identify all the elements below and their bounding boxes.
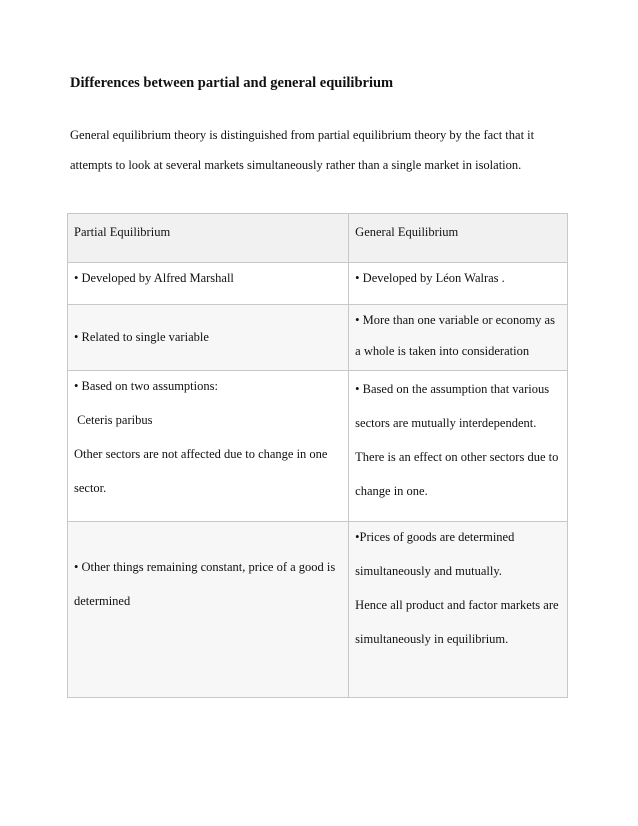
cell-text: • Based on two assumptions: xyxy=(74,379,218,393)
cell-text: simultaneously and mutually. xyxy=(355,564,502,578)
header-general xyxy=(349,214,568,263)
cell-text: • Developed by Alfred Marshall xyxy=(74,271,234,285)
table-row xyxy=(68,371,568,522)
cell-general xyxy=(349,371,568,522)
cell-text: determined xyxy=(74,594,131,608)
cell-partial xyxy=(68,305,349,371)
intro-paragraph xyxy=(70,120,570,180)
cell-text: change in one. xyxy=(355,484,428,498)
intro-line: attempts to look at several markets simultaneously rather than a single market in isolation. xyxy=(70,158,522,172)
header-partial-label: Partial Equilibrium xyxy=(74,225,171,239)
header-partial xyxy=(68,214,349,263)
page-title: Differences between partial and general equilibrium xyxy=(70,75,394,91)
cell-text: There is an effect on other sectors due to xyxy=(355,450,559,464)
cell-text: • More than one variable or economy as xyxy=(355,313,555,327)
table-row xyxy=(68,305,568,371)
cell-partial xyxy=(68,371,349,522)
cell-text: sector. xyxy=(74,481,107,495)
cell-partial xyxy=(68,263,349,305)
cell-partial xyxy=(68,522,349,698)
table-row xyxy=(68,522,568,698)
cell-general xyxy=(349,305,568,371)
header-general-label: General Equilibrium xyxy=(355,225,459,239)
cell-general xyxy=(349,522,568,698)
cell-text: • Based on the assumption that various xyxy=(355,382,550,396)
table-header-row xyxy=(68,214,568,263)
intro-line: General equilibrium theory is distinguished from partial equilibrium theory by the fact that it xyxy=(70,128,535,142)
cell-text: • Other things remaining constant, price of a good is xyxy=(74,560,336,574)
cell-text: simultaneously in equilibrium. xyxy=(355,632,509,646)
cell-text: • Developed by Léon Walras . xyxy=(355,271,505,285)
cell-text: •Prices of goods are determined xyxy=(355,530,515,544)
cell-text: Other sectors are not affected due to change in one xyxy=(74,447,328,461)
cell-text: Ceteris paribus xyxy=(74,413,153,427)
comparison-table xyxy=(67,213,568,698)
cell-text: sectors are mutually interdependent. xyxy=(355,416,537,430)
cell-text: Hence all product and factor markets are xyxy=(355,598,559,612)
cell-general xyxy=(349,263,568,305)
cell-text: a whole is taken into consideration xyxy=(355,344,530,358)
cell-text: • Related to single variable xyxy=(74,330,209,344)
table-row xyxy=(68,263,568,305)
